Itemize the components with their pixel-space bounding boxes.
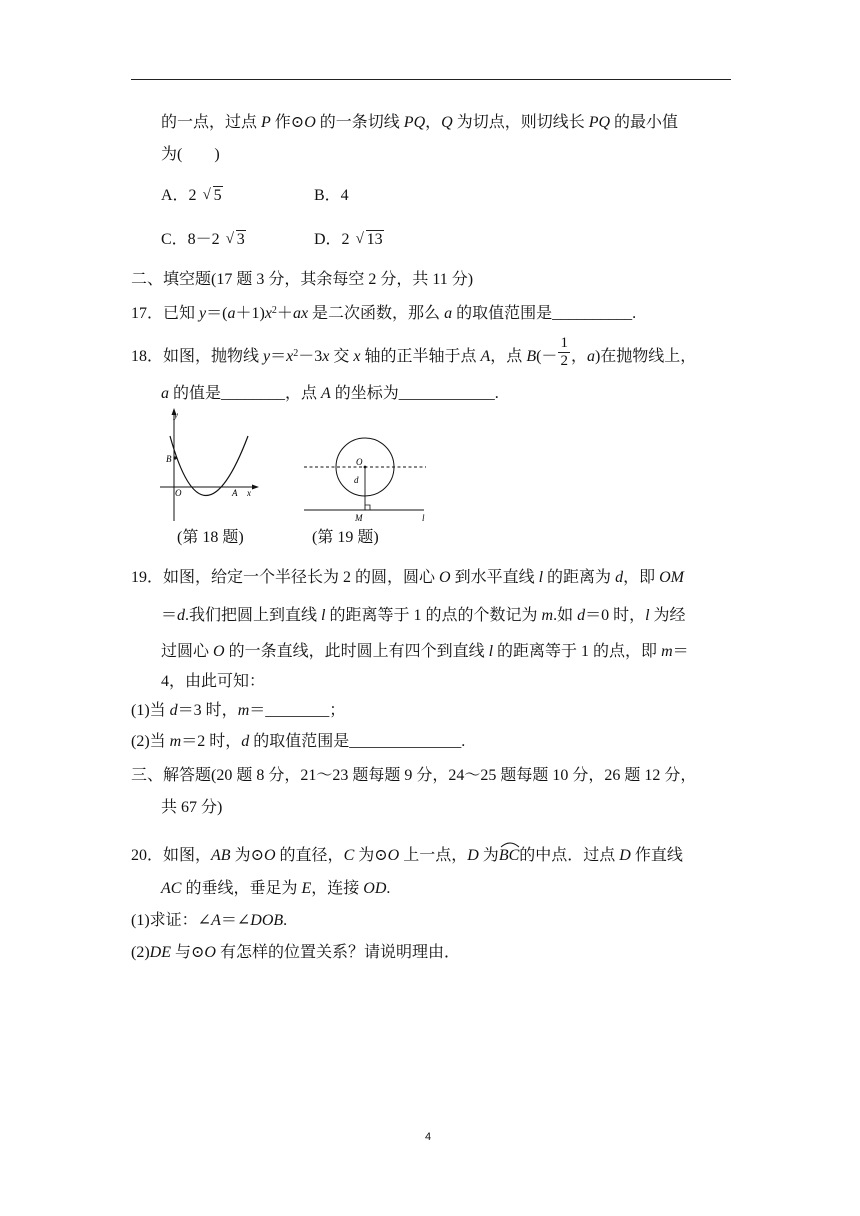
q20-line2: AC 的垂线，垂足为 E，连接 OD.: [161, 880, 391, 897]
q20-part1: (1)求证：∠A＝∠DOB.: [131, 912, 288, 929]
q20-line1: 20．如图，AB 为⊙O 的直径，C 为⊙O 上一点，D 为 BC的中点．过点 D 作直线: [131, 846, 683, 866]
fraction-one-half: $\frac{1}{2}$: [560, 335, 568, 369]
q19-line2: ＝d.我们把圆上到直线 l 的距离等于 1 的点的个数记为 m.如 d＝0 时，l 为经: [161, 607, 686, 624]
fig18-A-label: A: [232, 488, 238, 498]
q16-option-d: D．2 √ 13: [314, 231, 383, 248]
arc-bc: BC: [499, 846, 519, 866]
fig19-d-label: d: [354, 475, 359, 485]
q16-line2: 为( ): [161, 146, 220, 163]
fig18-caption: (第 18 题): [177, 529, 244, 546]
fig18-y-label: y: [174, 410, 178, 420]
fig18-O-label: O: [175, 488, 182, 498]
q19-line1: 19．如图，给定一个半径长为 2 的圆，圆心 O 到水平直线 l 的距离为 d，即 OM: [131, 569, 684, 586]
q16-option-c: C．8－2 √ 3: [161, 231, 245, 248]
q20-part2: (2)DE 与⊙O 有怎样的位置关系？请说明理由．: [131, 944, 460, 961]
fig19-l-label: l: [422, 513, 425, 522]
section2-heading: 二、填空题(17 题 3 分，其余每空 2 分，共 11 分): [131, 271, 474, 288]
q19-part2: (2)当 m＝2 时，d 的取值范围是______________.: [131, 733, 466, 750]
fig19-M-label: M: [355, 513, 363, 522]
fig19-caption: (第 19 题): [312, 529, 379, 546]
q18-line2: a 的值是________，点 A 的坐标为____________.: [161, 385, 499, 402]
fig18-B-label: B: [166, 454, 172, 464]
q16-option-b: B．4: [314, 187, 349, 204]
q16-line1: 的一点，过点 P 作⊙O 的一条切线 PQ，Q 为切点，则切线长 PQ 的最小值: [161, 114, 679, 131]
page-number: 4: [425, 1131, 432, 1143]
figure-19-circle-line: [300, 430, 440, 522]
section3-heading-line2: 共 67 分): [161, 799, 223, 816]
q16-option-a: A．2 √ 5: [161, 187, 222, 204]
fig19-O-label: O: [356, 457, 363, 467]
q18-line1: 18．如图，抛物线 $y=x^2-3x$ 交 x 轴的正半轴于点 A，点 B(－ $\frac{1}{2}$ ，a)在抛物线上，: [131, 335, 697, 369]
header-rule: [131, 79, 731, 80]
section3-heading-line1: 三、解答题(20 题 8 分，21～23 题每题 9 分，24～25 题每题 10 分，26 题 12 分，: [131, 767, 697, 784]
q19-part1: (1)当 d＝3 时，m＝________；: [131, 702, 346, 719]
q19-line4: 4，由此可知：: [161, 673, 266, 690]
q19-line3: 过圆心 O 的一条直线，此时圆上有四个到直线 l 的距离等于 1 的点，即 m＝: [161, 643, 689, 660]
fig18-x-label: x: [247, 488, 251, 498]
q17: 17．已知 $y=(a+1)x^2+ax$ 是二次函数，那么 a 的取值范围是__________.: [131, 305, 637, 322]
figure-18-parabola: [152, 405, 262, 523]
